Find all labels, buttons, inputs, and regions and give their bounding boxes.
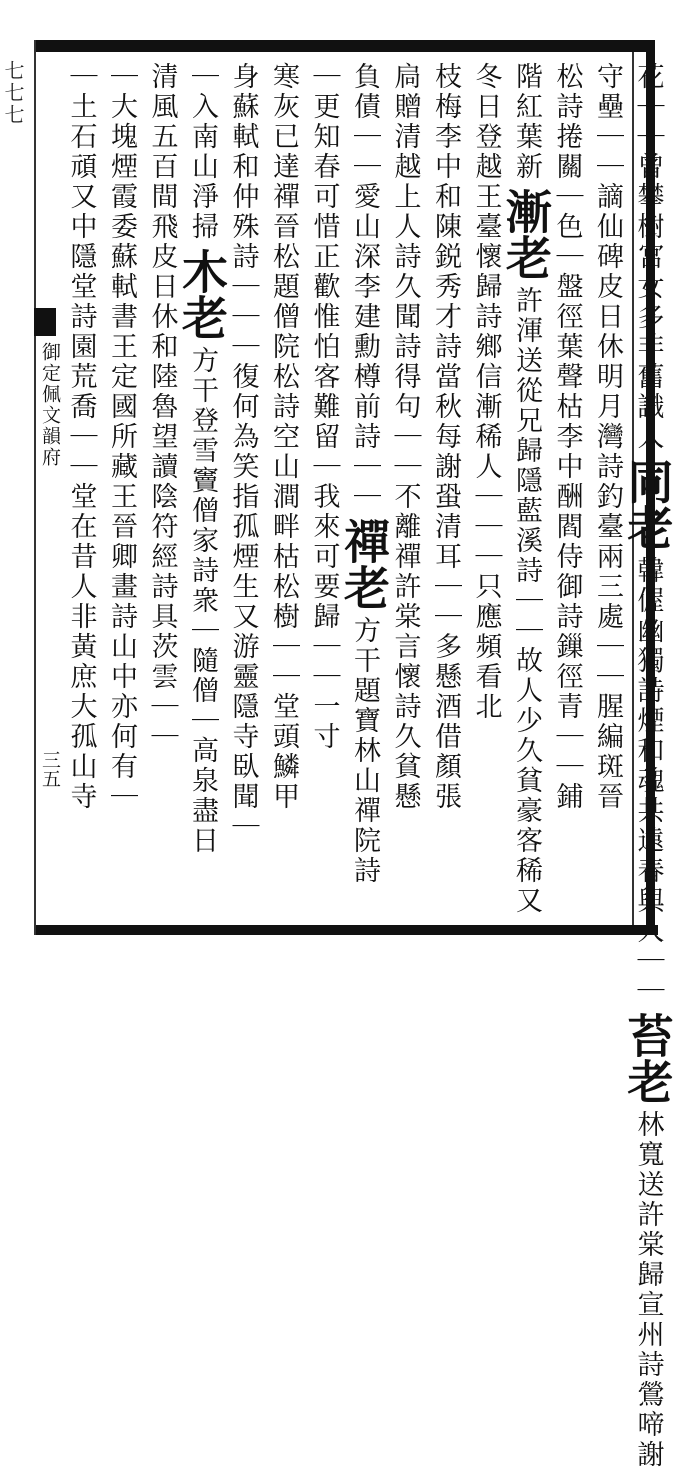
entry-text: 韓偓幽獨詩煙和魂共遠春與人｜｜ [632,556,664,1006]
entry-heading: 苔老 [620,1012,675,1104]
entry-text: 松詩捲關｜色｜盤徑葉聲枯李中酬閻侍御詩鏁徑青｜｜鋪 [551,62,583,812]
entry-text: 林寬送許棠歸宣州詩鶯啼謝 [632,1110,664,1470]
text-column [384,62,425,922]
book-title: 御定佩文韻府 [39,342,61,468]
entry-text: ｜入南山淨掃 [187,62,218,242]
entry-text: ｜大塊煙霞委蘇軾書王定國所藏王晉卿畫詩山中亦何有｜ [106,62,137,812]
entry-text: 飛皮日休和陸魯望讀陰符經詩具茨雲｜｜ [146,212,178,752]
text-column [60,62,101,922]
text-column [499,62,553,922]
text-column [141,62,182,922]
entry-heading: 木老 [175,248,229,340]
entry-text: 身蘇軾和仲殊詩｜｜｜復何為笑指孤煙生又游靈隱寺臥聞｜ [227,62,259,842]
text-column [175,62,229,922]
text-column [303,62,344,922]
facing-page-fragment: 七七七 [1,60,25,126]
text-column [263,62,304,922]
entry-text: 扃贈清越上人詩久聞詩得句｜｜不離禪許棠言懷詩久貧懸 [389,62,421,812]
entry-text: 方干登雪竇僧家詩衆｜隨僧｜高泉盡日 [187,346,218,856]
page-number: 三五 [39,750,61,788]
frame-bottom-border [36,925,658,935]
text-column [222,62,263,922]
text-column [425,62,466,922]
entry-text: 方干題寶林山禪院詩 [349,616,380,886]
entry-text: 枝梅李中和陳鋭秀才詩當秋每謝蛩清耳｜｜多懸酒借顏張 [430,62,461,812]
entry-text: 階紅葉新 [511,62,542,182]
text-body [60,62,675,1470]
text-column [465,62,506,922]
entry-text: 守壘｜｜謫仙碑皮日休明月灣詩釣臺兩三處｜｜腥編斑晉 [592,62,623,812]
entry-text: 負債｜｜愛山深李建勳樽前詩｜｜ [349,62,380,512]
text-columns [60,62,675,1470]
text-column [337,62,391,922]
fish-tail-mark [34,308,56,336]
entry-text: ｜土石頑又中隱堂詩園荒喬｜｜堂在昔人非黃庶大孤山寺 [65,62,97,812]
entry-text: 花｜｜曾攀樹宮女多非舊識人 [632,62,664,452]
entry-heading: 同老 [620,458,675,550]
entry-heading: 漸老 [499,188,553,280]
text-column [587,62,628,922]
entry-text: 清風五百間 [146,62,178,212]
text-column [101,62,142,922]
entry-text: 寒灰已達禪晉松題僧院松詩空山澗畔枯松樹｜｜堂頭鱗甲 [268,62,299,812]
frame-top-border [36,40,654,52]
entry-heading: 禪老 [337,518,391,610]
entry-text: 冬日登越王臺懷歸詩鄉信漸稀人｜｜｜只應頻看北 [470,62,502,722]
text-column [620,62,675,1470]
entry-text: 許渾送從兄歸隱藍溪詩｜｜故人少久貧豪客稀又 [511,286,542,916]
entry-text: ｜更知春可惜正歡惟怕客難留｜我來可要歸｜｜一寸 [308,62,340,752]
